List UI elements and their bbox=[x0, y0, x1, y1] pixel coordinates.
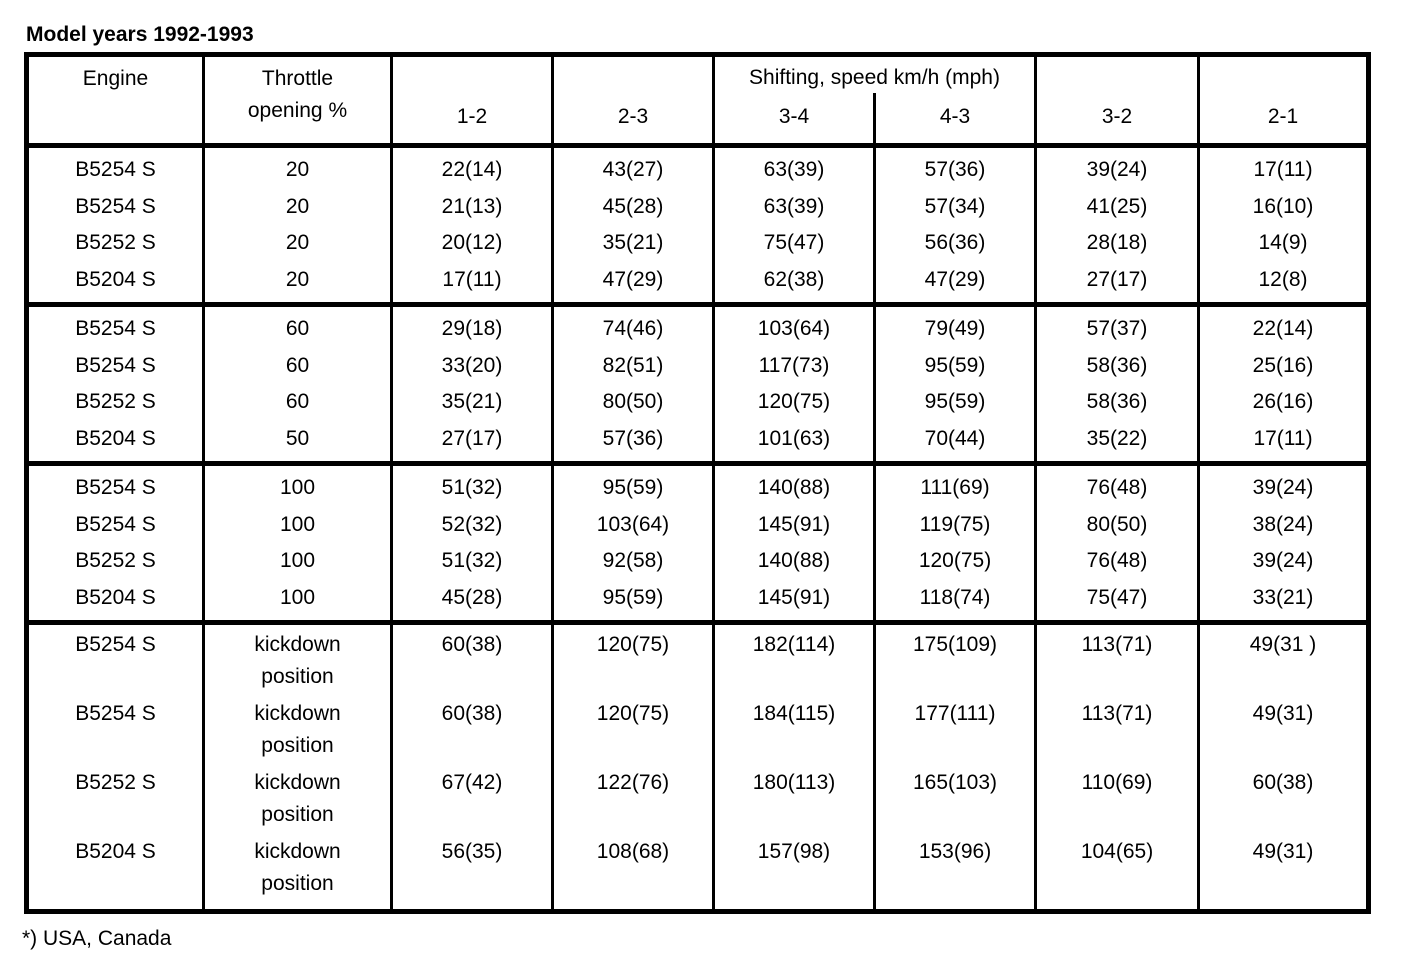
throttle-cell: kickdown position bbox=[204, 623, 392, 699]
header-shift-2-1: 2-1 bbox=[1199, 93, 1369, 146]
table-header bbox=[27, 55, 1369, 146]
header-blank bbox=[553, 55, 714, 94]
speed-cell: 113(71) bbox=[1036, 698, 1199, 767]
speed-cell: 103(64) bbox=[714, 305, 875, 348]
speed-cell: 92(58) bbox=[553, 543, 714, 580]
header-shift-3-4: 3-4 bbox=[714, 93, 875, 146]
speed-cell: 16(10) bbox=[1199, 189, 1369, 226]
speed-cell: 49(31) bbox=[1199, 698, 1369, 767]
speed-cell: 17(11) bbox=[392, 262, 553, 305]
table-row bbox=[27, 421, 1369, 464]
speed-cell: 60(38) bbox=[1199, 767, 1369, 836]
speed-cell: 26(16) bbox=[1199, 384, 1369, 421]
speed-cell: 184(115) bbox=[714, 698, 875, 767]
speed-cell: 117(73) bbox=[714, 348, 875, 385]
engine-cell: B5254 S bbox=[27, 507, 204, 544]
speed-cell: 101(63) bbox=[714, 421, 875, 464]
speed-cell: 27(17) bbox=[392, 421, 553, 464]
speed-cell: 22(14) bbox=[1199, 305, 1369, 348]
speed-cell: 17(11) bbox=[1199, 421, 1369, 464]
table-row bbox=[27, 698, 1369, 767]
table-row bbox=[27, 146, 1369, 189]
speed-cell: 29(18) bbox=[392, 305, 553, 348]
header-shifting-speed: Shifting, speed km/h (mph) bbox=[714, 55, 1036, 94]
row-group-throttle-100 bbox=[27, 464, 1369, 623]
speed-cell: 57(36) bbox=[875, 146, 1036, 189]
table-row bbox=[27, 767, 1369, 836]
speed-cell: 33(20) bbox=[392, 348, 553, 385]
engine-cell: B5204 S bbox=[27, 836, 204, 912]
table-row bbox=[27, 348, 1369, 385]
engine-cell: B5254 S bbox=[27, 464, 204, 507]
speed-cell: 21(13) bbox=[392, 189, 553, 226]
engine-cell: B5252 S bbox=[27, 225, 204, 262]
speed-cell: 177(111) bbox=[875, 698, 1036, 767]
speed-cell: 157(98) bbox=[714, 836, 875, 912]
speed-cell: 70(44) bbox=[875, 421, 1036, 464]
speed-cell: 95(59) bbox=[553, 580, 714, 623]
row-group-kickdown bbox=[27, 623, 1369, 912]
throttle-cell: 20 bbox=[204, 262, 392, 305]
speed-cell: 110(69) bbox=[1036, 767, 1199, 836]
header-shift-3-2: 3-2 bbox=[1036, 93, 1199, 146]
speed-cell: 80(50) bbox=[553, 384, 714, 421]
throttle-cell: 50 bbox=[204, 421, 392, 464]
speed-cell: 76(48) bbox=[1036, 543, 1199, 580]
table-row bbox=[27, 836, 1369, 912]
speed-cell: 62(38) bbox=[714, 262, 875, 305]
speed-cell: 38(24) bbox=[1199, 507, 1369, 544]
engine-cell: B5254 S bbox=[27, 146, 204, 189]
speed-cell: 28(18) bbox=[1036, 225, 1199, 262]
speed-cell: 17(11) bbox=[1199, 146, 1369, 189]
engine-cell: B5254 S bbox=[27, 189, 204, 226]
speed-cell: 43(27) bbox=[553, 146, 714, 189]
table-row bbox=[27, 384, 1369, 421]
table-row bbox=[27, 464, 1369, 507]
table-row bbox=[27, 623, 1369, 699]
speed-cell: 45(28) bbox=[392, 580, 553, 623]
speed-cell: 35(22) bbox=[1036, 421, 1199, 464]
speed-cell: 120(75) bbox=[553, 623, 714, 699]
throttle-cell: 60 bbox=[204, 305, 392, 348]
speed-cell: 145(91) bbox=[714, 507, 875, 544]
speed-cell: 58(36) bbox=[1036, 348, 1199, 385]
speed-cell: 75(47) bbox=[1036, 580, 1199, 623]
engine-cell: B5204 S bbox=[27, 421, 204, 464]
speed-cell: 51(32) bbox=[392, 543, 553, 580]
engine-cell: B5252 S bbox=[27, 767, 204, 836]
header-blank bbox=[1199, 55, 1369, 94]
speed-cell: 182(114) bbox=[714, 623, 875, 699]
throttle-cell: kickdown position bbox=[204, 836, 392, 912]
throttle-cell: 100 bbox=[204, 580, 392, 623]
speed-cell: 47(29) bbox=[553, 262, 714, 305]
speed-cell: 95(59) bbox=[875, 348, 1036, 385]
throttle-cell: kickdown position bbox=[204, 698, 392, 767]
speed-cell: 35(21) bbox=[392, 384, 553, 421]
row-group-throttle-20 bbox=[27, 146, 1369, 305]
speed-cell: 41(25) bbox=[1036, 189, 1199, 226]
speed-cell: 33(21) bbox=[1199, 580, 1369, 623]
footnote: *) USA, Canada bbox=[22, 927, 172, 950]
speed-cell: 82(51) bbox=[553, 348, 714, 385]
speed-cell: 104(65) bbox=[1036, 836, 1199, 912]
speed-cell: 79(49) bbox=[875, 305, 1036, 348]
speed-cell: 76(48) bbox=[1036, 464, 1199, 507]
speed-cell: 14(9) bbox=[1199, 225, 1369, 262]
table-row bbox=[27, 305, 1369, 348]
speed-cell: 120(75) bbox=[875, 543, 1036, 580]
speed-cell: 20(12) bbox=[392, 225, 553, 262]
speed-cell: 95(59) bbox=[875, 384, 1036, 421]
speed-cell: 113(71) bbox=[1036, 623, 1199, 699]
speed-cell: 140(88) bbox=[714, 543, 875, 580]
speed-cell: 120(75) bbox=[553, 698, 714, 767]
shift-speed-table bbox=[24, 52, 1371, 914]
speed-cell: 67(42) bbox=[392, 767, 553, 836]
speed-cell: 39(24) bbox=[1199, 464, 1369, 507]
table-row bbox=[27, 225, 1369, 262]
engine-cell: B5252 S bbox=[27, 384, 204, 421]
speed-cell: 35(21) bbox=[553, 225, 714, 262]
speed-cell: 49(31 ) bbox=[1199, 623, 1369, 699]
speed-cell: 25(16) bbox=[1199, 348, 1369, 385]
speed-cell: 80(50) bbox=[1036, 507, 1199, 544]
speed-cell: 51(32) bbox=[392, 464, 553, 507]
throttle-cell: 20 bbox=[204, 146, 392, 189]
speed-cell: 103(64) bbox=[553, 507, 714, 544]
throttle-cell: 60 bbox=[204, 348, 392, 385]
speed-cell: 22(14) bbox=[392, 146, 553, 189]
header-engine: Engine bbox=[27, 55, 204, 146]
speed-cell: 165(103) bbox=[875, 767, 1036, 836]
throttle-cell: 100 bbox=[204, 543, 392, 580]
speed-cell: 111(69) bbox=[875, 464, 1036, 507]
speed-cell: 175(109) bbox=[875, 623, 1036, 699]
speed-cell: 63(39) bbox=[714, 189, 875, 226]
table-row bbox=[27, 189, 1369, 226]
speed-cell: 52(32) bbox=[392, 507, 553, 544]
engine-cell: B5252 S bbox=[27, 543, 204, 580]
header-shift-4-3: 4-3 bbox=[875, 93, 1036, 146]
speed-cell: 180(113) bbox=[714, 767, 875, 836]
header-blank bbox=[1036, 55, 1199, 94]
speed-cell: 63(39) bbox=[714, 146, 875, 189]
engine-cell: B5254 S bbox=[27, 698, 204, 767]
throttle-cell: 60 bbox=[204, 384, 392, 421]
engine-cell: B5204 S bbox=[27, 580, 204, 623]
speed-cell: 27(17) bbox=[1036, 262, 1199, 305]
speed-cell: 153(96) bbox=[875, 836, 1036, 912]
header-shift-2-3: 2-3 bbox=[553, 93, 714, 146]
speed-cell: 57(36) bbox=[553, 421, 714, 464]
speed-cell: 145(91) bbox=[714, 580, 875, 623]
speed-cell: 119(75) bbox=[875, 507, 1036, 544]
table-row bbox=[27, 580, 1369, 623]
speed-cell: 47(29) bbox=[875, 262, 1036, 305]
speed-cell: 118(74) bbox=[875, 580, 1036, 623]
throttle-cell: kickdown position bbox=[204, 767, 392, 836]
speed-cell: 57(37) bbox=[1036, 305, 1199, 348]
speed-cell: 60(38) bbox=[392, 623, 553, 699]
engine-cell: B5254 S bbox=[27, 623, 204, 699]
engine-cell: B5254 S bbox=[27, 305, 204, 348]
table-title: Model years 1992-1993 bbox=[26, 23, 254, 46]
speed-cell: 75(47) bbox=[714, 225, 875, 262]
throttle-cell: 20 bbox=[204, 189, 392, 226]
table-row bbox=[27, 543, 1369, 580]
throttle-cell: 100 bbox=[204, 507, 392, 544]
row-group-throttle-60 bbox=[27, 305, 1369, 464]
speed-cell: 122(76) bbox=[553, 767, 714, 836]
header-blank bbox=[392, 55, 553, 94]
speed-cell: 57(34) bbox=[875, 189, 1036, 226]
speed-cell: 140(88) bbox=[714, 464, 875, 507]
speed-cell: 74(46) bbox=[553, 305, 714, 348]
engine-cell: B5204 S bbox=[27, 262, 204, 305]
speed-cell: 108(68) bbox=[553, 836, 714, 912]
speed-cell: 56(35) bbox=[392, 836, 553, 912]
engine-cell: B5254 S bbox=[27, 348, 204, 385]
speed-cell: 95(59) bbox=[553, 464, 714, 507]
header-throttle: Throttle opening % bbox=[204, 55, 392, 146]
header-shift-1-2: 1-2 bbox=[392, 93, 553, 146]
speed-cell: 58(36) bbox=[1036, 384, 1199, 421]
speed-cell: 12(8) bbox=[1199, 262, 1369, 305]
table-row bbox=[27, 262, 1369, 305]
speed-cell: 39(24) bbox=[1199, 543, 1369, 580]
speed-cell: 60(38) bbox=[392, 698, 553, 767]
throttle-cell: 100 bbox=[204, 464, 392, 507]
speed-cell: 49(31) bbox=[1199, 836, 1369, 912]
table-row bbox=[27, 507, 1369, 544]
speed-cell: 56(36) bbox=[875, 225, 1036, 262]
throttle-cell: 20 bbox=[204, 225, 392, 262]
speed-cell: 120(75) bbox=[714, 384, 875, 421]
speed-cell: 39(24) bbox=[1036, 146, 1199, 189]
speed-cell: 45(28) bbox=[553, 189, 714, 226]
